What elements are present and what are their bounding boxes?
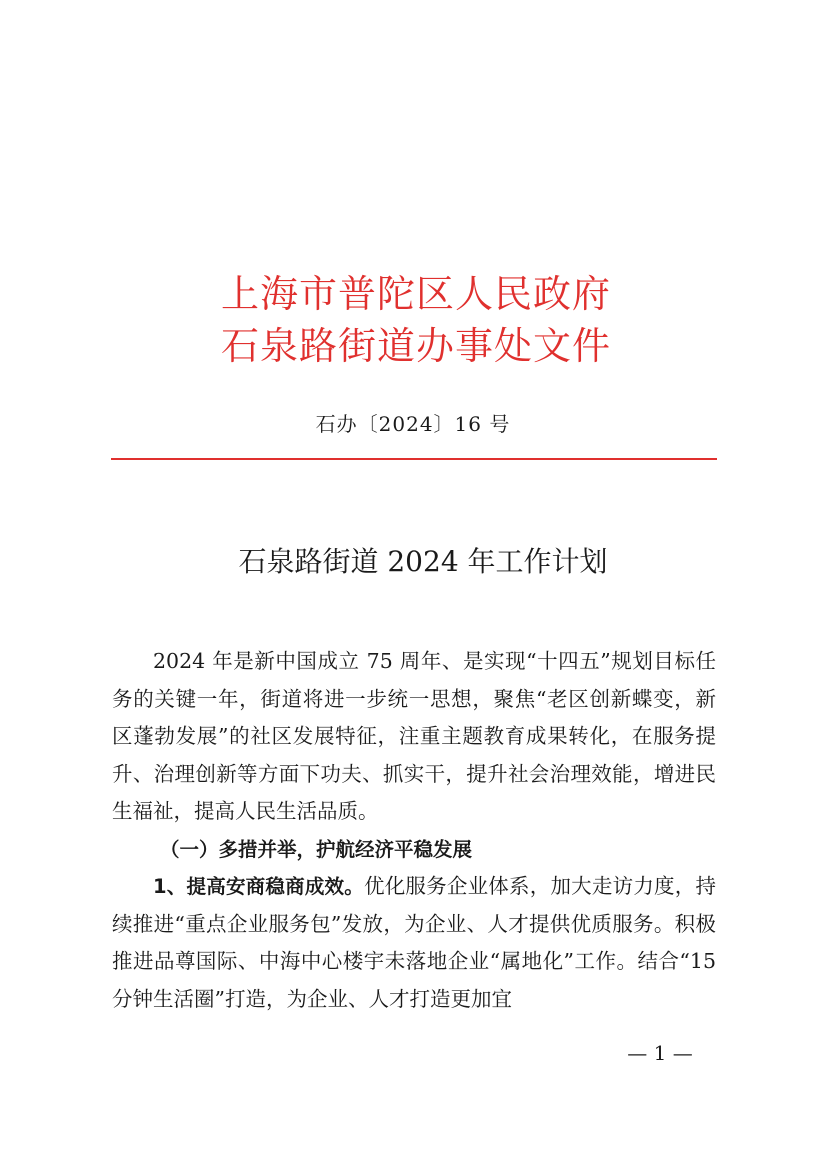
red-divider — [111, 458, 717, 460]
item-1-lead: 1、提高安商稳商成效。 — [153, 875, 364, 898]
intro-paragraph: 2024 年是新中国成立 75 周年、是实现“十四五”规划目标任务的关键一年，街道将进一步统一思想，聚焦“老区创新蝶变，新区蓬勃发展”的社区发展特征，注重主题教育成果转化，在服务提升、治理创新等方面下功夫、抓实干，提升社会治理效能，增进民生福祉，提高人民生活品质。 — [112, 649, 716, 823]
issuer-header — [0, 268, 826, 372]
issuer-line-1: 上海市普陀区人民政府 — [220, 272, 611, 316]
issuer-line-2: 石泉路街道办事处文件 — [220, 324, 611, 368]
item-1-text: 优化服务企业体系，加大走访力度，持续推进“重点企业服务包”发放，为企业、人才提供优质服务。积极推进品尊国际、中海中心楼宇未落地企业“属地化”工作。结合“15 分钟生活圈”打造，为企业、人才打造更加宜 — [112, 874, 716, 1011]
document-number: 石办〔2024〕16 号 — [315, 412, 511, 436]
section-heading: （一）多措并举，护航经济平稳发展 — [160, 837, 473, 861]
document-body — [112, 643, 716, 1018]
document-title: 石泉路街道 2024 年工作计划 — [238, 545, 608, 578]
item-1-paragraph — [112, 868, 716, 1018]
page-number: — 1 — — [627, 1041, 693, 1065]
